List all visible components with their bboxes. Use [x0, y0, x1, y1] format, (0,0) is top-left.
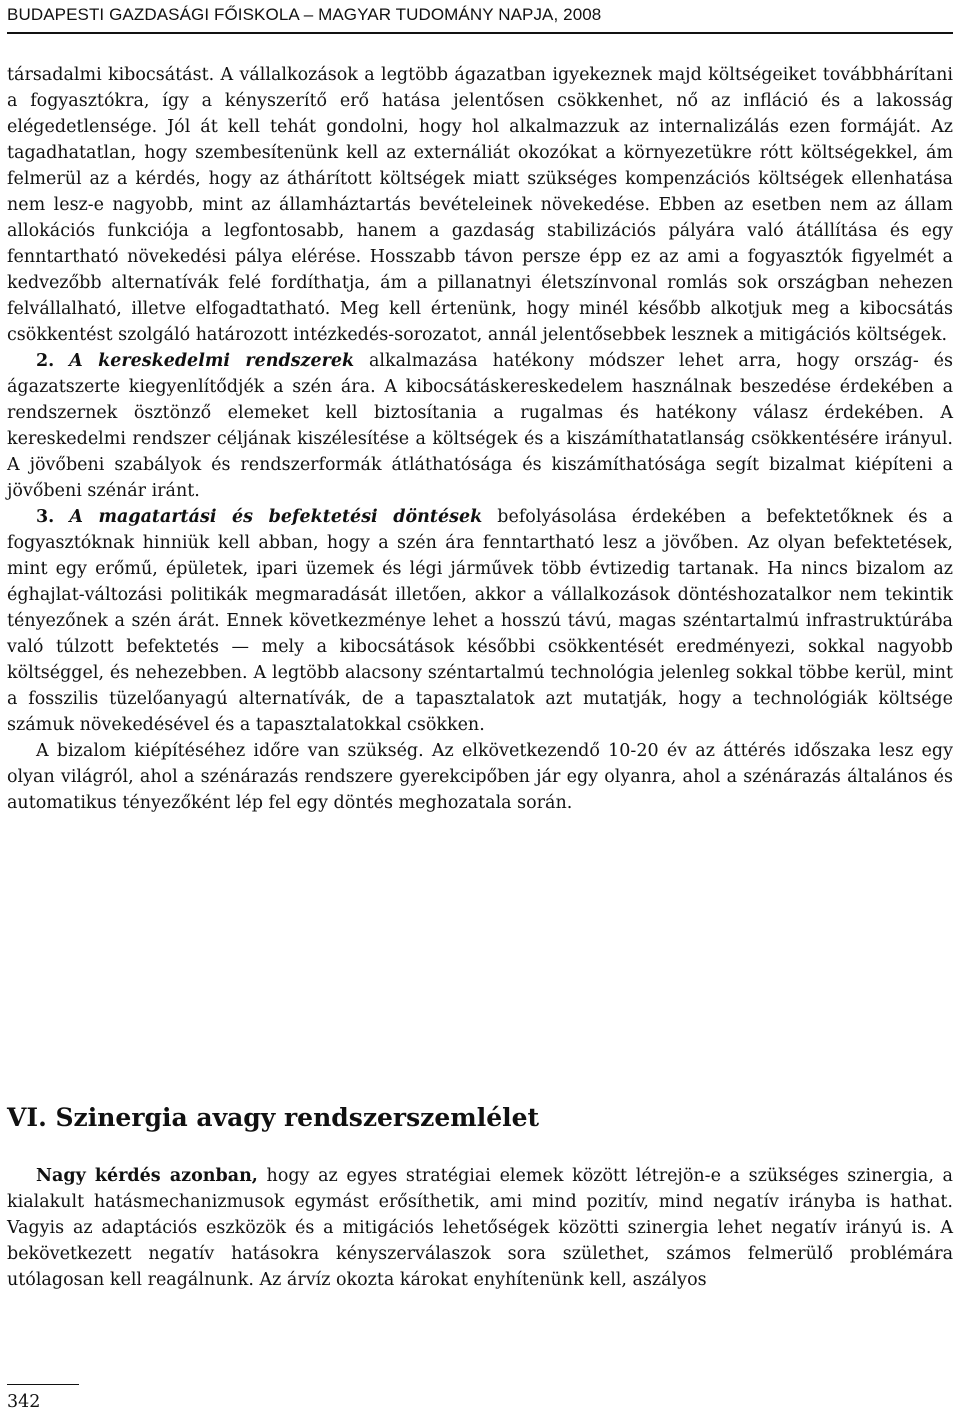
section-title: VI. Szinergia avagy rendszerszemlélet — [7, 1103, 540, 1132]
numbered-item-2 — [7, 348, 953, 504]
paragraph: A bizalom kiépítéséhez időre van szükség. Az elkövetkezendő 10-20 év az áttérés időszaka lesz egy olyan világról, ahol a szénárazás rendszere gyerekcipőben jár egy olyanra, ahol a szénárazás általános és automatikus tényezőként lép fel egy döntés meghozatala során. — [7, 741, 953, 813]
paragraph: társadalmi kibocsátást. A vállalkozások a legtöbb ágazatban igyekeznek majd költségeiket továbbhárítani a fogyasztókra, így a kényszerítő erő hatása jelentősen csökkenhet, nő az infláció és a lakosság elégedetlensége. Jól át kell tehát gondolni, hogy hol alkalmazzuk az internalizálás ezen formáját. Az tagadhatatlan, hogy szembesítenünk kell az externáliát okozókat a környezetükre rótt költségekkel, ám felmerül az a kérdés, hogy az áthárított költségek miatt szükséges kompenzációs költségek ellenhatása nem lesz-e nagyobb, mint az államháztartás bevételeinek növekedése. Ebben az esetben nem az állam allokációs funkciója a legfontosabb, hanem a gazdaság stabilizációs pályára való átállítása és egy fenntartható növekedési pálya elérése. Hosszabb távon persze épp ez az ami a fogyasztók figyelmét a kedvezőbb alternatívák felé fordíthatja, ám a pillanatnyi életszínvonal romlás sok országban nehezen felvállalható, illetve elfogadtatható. Meg kell értenünk, hogy minél később alkotjuk meg a kibocsátás csökkentést szolgáló határozott intézkedés-sorozatot, annál jelentősebbek lesznek a mitigációs költségek. — [7, 65, 953, 345]
item-number: 3. — [36, 507, 55, 527]
item-text: befolyásolása érdekében a befektetőknek és a fogyasztóknak hinniük kell abban, hogy a szén ára fenntartható lesz a jövőben. Az olyan befektetések, mint egy erőmű, épületek, ipari üzemek és légi járművek több évtizedig tartanak. Ha nincs bizalom az éghajlat-változási politikák megmaradását illetően, akkor a vállalkozások döntéshozatalkor nem tekintik tényezőnek a szén árát. Ennek következménye lehet a hosszú távú, magas széntartalmú infrastruktúrába való túlzott befektetés — mely a kibocsátások későbbi csökkentését eredményezi, sokkal nagyobb költséggel, és nehezebben. A legtöbb alacsony széntartalmú technológia jelenleg sokkal többe kerül, mint a fosszilis tüzelőanyagú alternatívák, de a tapasztalatok azt mutatják, hogy a technológiák költsége számuk növekedésével és a tapasztalatokkal csökken. — [7, 507, 953, 735]
item-text: alkalmazása hatékony módszer lehet arra, hogy ország- és ágazatszerte kiegyenlítődjék a szén ára. A kibocsátáskereskedelem használnak beszedése érdekében a rendszernek ösztönző elemeket kell biztosítania a rugalmas és hatékony válasz érdekében. A kereskedelmi rendszer céljának kiszélesítése a költségek és a kiszámíthatatlanság csökkentésére irányul. A jövőbeni szabályok és rendszerformák átláthatósága és kiszámíthatósága segít bizalmat kiépíteni a jövőbeni szénár iránt. — [7, 351, 953, 501]
item-number: 2. — [36, 351, 55, 371]
item-term: A kereskedelmi rendszerek — [69, 351, 355, 371]
running-header: BUDAPESTI GAZDASÁGI FŐISKOLA – MAGYAR TUDOMÁNY NAPJA, 2008 — [7, 4, 953, 34]
section-paragraph — [7, 1163, 953, 1293]
body-text — [7, 62, 953, 816]
footer-rule — [7, 1384, 79, 1385]
section-lead: Nagy kérdés azonban, — [36, 1166, 258, 1186]
section-text: hogy az egyes stratégiai elemek között létrejön-e a szükséges szinergia, a kialakult hatásmechanizmusok egymást erősíthetik, ami mind pozitív, mind negatív irányba is hathat. Vagyis az adaptációs eszközök és a mitigációs lehetőségek közötti szinergia lehet negatív irányú is. A bekövetkezett negatív hatásokra kényszerválaszok sora születhet, számos felmerülő problémára utólagosan kell reagálnunk. Az árvíz okozta károkat enyhítenünk kell, aszályos — [7, 1166, 953, 1290]
item-term: A magatartási és befektetési döntések — [69, 507, 483, 527]
page-number: 342 — [7, 1392, 41, 1412]
numbered-item-3 — [7, 504, 953, 738]
document-page — [7, 0, 953, 1416]
